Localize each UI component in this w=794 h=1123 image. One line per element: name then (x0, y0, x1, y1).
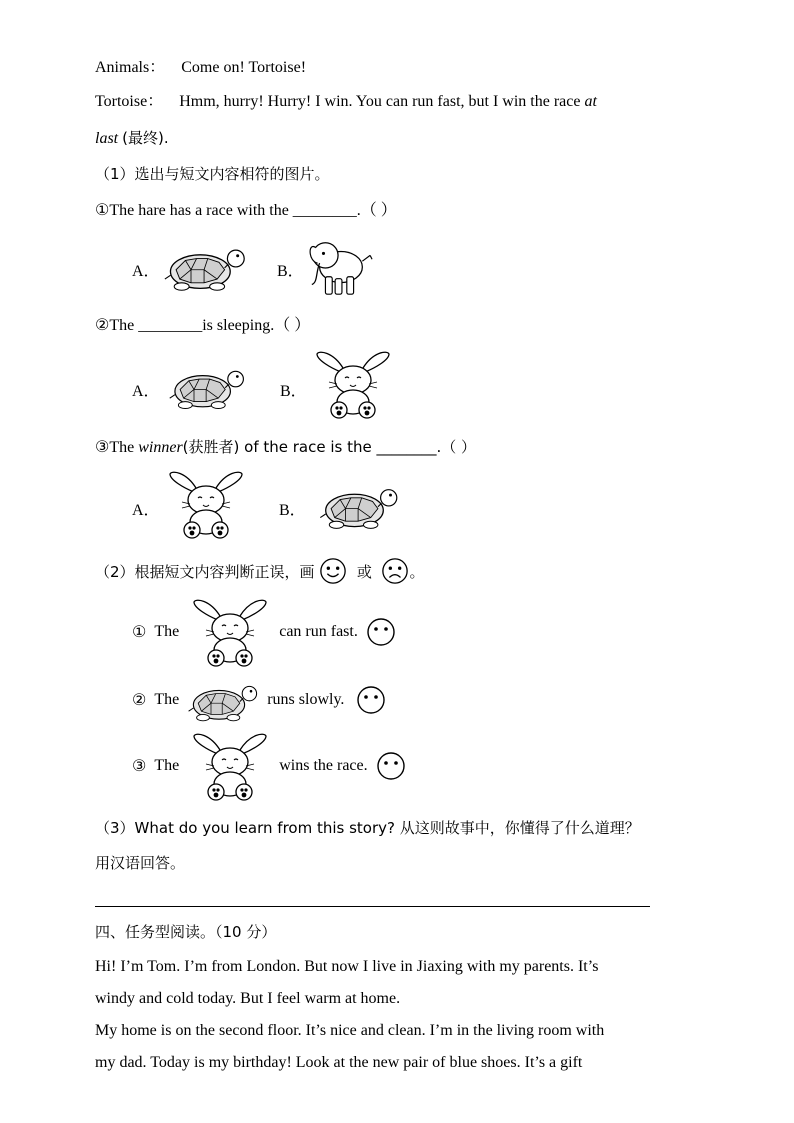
item-number: ① (132, 624, 147, 641)
elephant-image[interactable] (303, 234, 377, 302)
tortoise-image[interactable] (162, 360, 252, 412)
speaker: Animals： (95, 59, 166, 76)
speech-italic: at (584, 93, 597, 110)
question-1: ①The hare has a race with the ________.（ ） (95, 202, 397, 219)
part3-question: （3）What do you learn from this story? 从这则故事中，你懂得了什么道理？ (95, 819, 640, 837)
part3-instruction: 用汉语回答。 (95, 854, 186, 872)
option-b-label: B． (279, 502, 306, 519)
item-text: runs slowly. (267, 691, 345, 708)
speech-text: (最终). (122, 129, 169, 147)
item-the: The (154, 757, 180, 774)
option-b-label: B． (280, 383, 307, 400)
question-3 (95, 437, 476, 458)
item-the: The (154, 691, 180, 708)
answer-line[interactable] (95, 906, 650, 907)
option-a-label: A． (132, 502, 160, 519)
passage-line: Hi! I’m Tom. I’m from London. But now I live in Jiaxing with my parents. It’s (95, 958, 599, 975)
passage-line: windy and cold today. But I feel warm at home. (95, 990, 401, 1007)
blank-face-icon[interactable] (366, 617, 396, 647)
option-a-label: A． (132, 383, 160, 400)
section4-title: 四、任务型阅读。（10 分） (95, 923, 277, 941)
smiley-face-icon (319, 557, 347, 585)
item-number: ② (132, 692, 147, 709)
item-number: ③ (132, 758, 147, 775)
speech-text: Come on! Tortoise! (181, 59, 307, 76)
rabbit-image (189, 730, 271, 802)
question-italic: winner (138, 439, 183, 456)
rabbit-image (189, 596, 271, 668)
option-a-label: A． (132, 263, 160, 280)
part1-heading: （1）选出与短文内容相符的图片。 (95, 165, 330, 183)
passage-line: My home is on the second floor. It’s nice and clean. I’m in the living room with (95, 1022, 605, 1039)
judge-item-3 (132, 730, 406, 802)
heading-text: 或 (356, 562, 372, 581)
heading-text: （2）根据短文内容判断正误，画 (95, 562, 315, 581)
tortoise-image[interactable] (310, 478, 408, 532)
tortoise-image[interactable] (162, 238, 248, 294)
option-b-label: B． (277, 263, 304, 280)
part2-heading (95, 556, 424, 586)
item-text: wins the race. (279, 757, 368, 774)
item-text: can run fast. (279, 623, 358, 640)
speech-italic: last (95, 130, 119, 147)
dialogue-line-2 (95, 92, 597, 112)
heading-text: 。 (409, 562, 425, 581)
speaker: Tortoise： (95, 93, 164, 110)
blank-face-icon[interactable] (376, 751, 406, 781)
passage-line: my dad. Today is my birthday! Look at the new pair of blue shoes. It’s a gift (95, 1054, 583, 1071)
dialogue-line-1 (95, 58, 306, 78)
sad-face-icon (381, 557, 409, 585)
tortoise-image (185, 676, 261, 724)
question-2: ②The ________is sleeping.（ ） (95, 317, 311, 334)
item-the: The (154, 623, 180, 640)
judge-item-2 (132, 676, 386, 724)
dialogue-line-3 (95, 128, 169, 149)
blank-face-icon[interactable] (356, 685, 386, 715)
question-text: (获胜者) of the race is the ________.（ ） (182, 438, 477, 456)
judge-item-1 (132, 596, 396, 668)
question-text: ③The (95, 439, 139, 456)
rabbit-image[interactable] (312, 348, 394, 420)
speech-text: Hmm, hurry! Hurry! I win. You can run fast, but I win the race (179, 93, 581, 110)
rabbit-image[interactable] (165, 468, 247, 540)
